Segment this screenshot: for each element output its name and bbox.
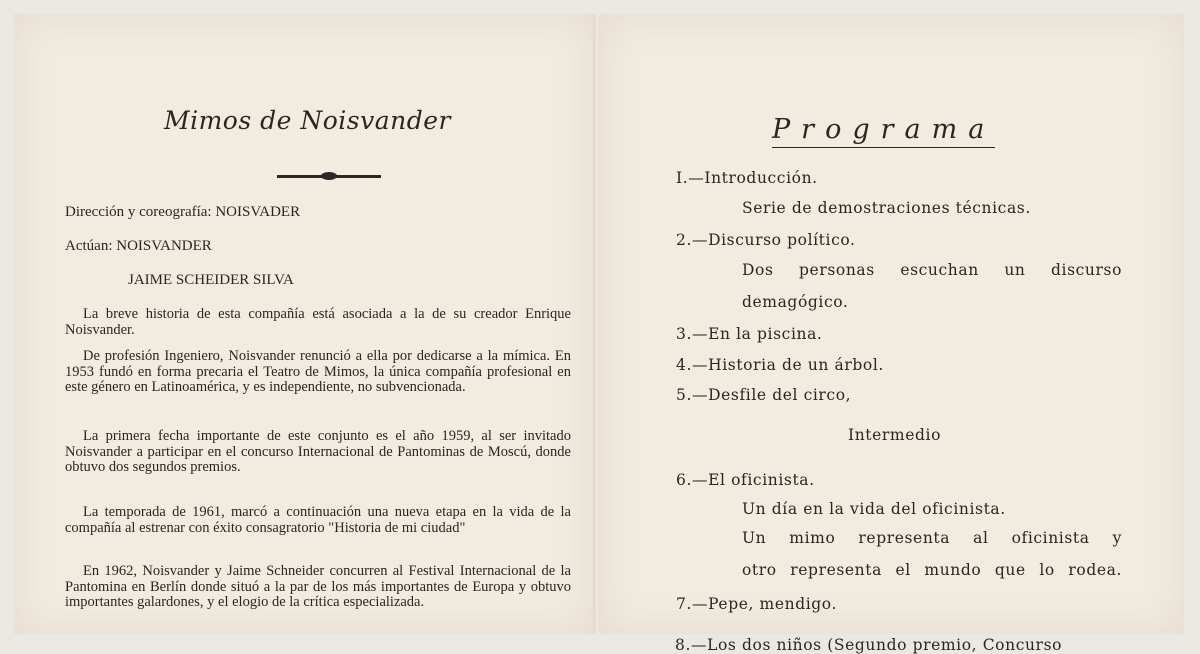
program-item-6-desc-2: Un mimo representa al oficinista y bbox=[742, 529, 1122, 547]
program-item-1: I.—Introducción. bbox=[676, 169, 818, 187]
program-item-5: 5.—Desfile del circo, bbox=[676, 386, 852, 404]
program-item-8-partial bbox=[675, 626, 1135, 654]
program-item-6: 6.—El oficinista. bbox=[676, 471, 815, 489]
program-item-3: 3.—En la piscina. bbox=[676, 325, 823, 343]
history-paragraph-5: En 1962, Noisvander y Jaime Schneider concurren al Festival Internacional de la Pantomina en Berlín donde situó a la par de los más importantes de Europa y obtuvo importantes galardones, y el elogio de la crítica especializada. bbox=[65, 563, 571, 610]
ornament-divider bbox=[277, 175, 381, 178]
direction-line: Dirección y coreografía: NOISVADER bbox=[65, 204, 301, 220]
program-item-1-desc: Serie de demostraciones técnicas. bbox=[742, 199, 1031, 217]
company-title: Mimos de Noisvander bbox=[164, 106, 452, 135]
program-item-2: 2.—Discurso político. bbox=[676, 231, 856, 249]
program-item-6-desc-3: otro representa el mundo que lo rodea. bbox=[742, 561, 1122, 579]
cast-label: Actúan: NOISVANDER bbox=[65, 238, 212, 254]
history-paragraph-4: La temporada de 1961, marcó a continuación una nueva etapa en la vida de la compañía al estrenar con éxito consagratorio "Historia de mi ciudad" bbox=[65, 504, 571, 536]
cast-second: JAIME SCHEIDER SILVA bbox=[128, 272, 294, 288]
history-paragraph-3: La primera fecha importante de este conjunto es el año 1959, al ser invitado Noisvander a participar en el concurso Internacional de Pantominas de Moscú, donde obtuvo dos segundos premios. bbox=[65, 428, 571, 475]
program-title: Programa bbox=[772, 114, 995, 148]
program-item-2-desc-cont: demagógico. bbox=[742, 293, 849, 311]
right-page bbox=[600, 14, 1184, 654]
program-item-8-text: 8.—Los dos niños (Segundo premio, Concurso bbox=[675, 636, 1063, 654]
history-paragraph-1: La breve historia de esta compañía está asociada a la de su creador Enrique Noisvander. bbox=[65, 306, 571, 338]
program-item-2-desc: Dos personas escuchan un discurso bbox=[742, 261, 1122, 279]
program-item-7: 7.—Pepe, mendigo. bbox=[676, 595, 837, 613]
program-item-4: 4.—Historia de un árbol. bbox=[676, 356, 884, 374]
history-paragraph-2: De profesión Ingeniero, Noisvander renunció a ella por dedicarse a la mímica. En 1953 fundó en forma precaria el Teatro de Mimos, la única compañía profesional en este género en Latinoamérica, y es independiente, no subvencionada. bbox=[65, 348, 571, 395]
left-page bbox=[14, 14, 594, 634]
program-item-6-desc: Un día en la vida del oficinista. bbox=[742, 500, 1006, 518]
intermission-label: Intermedio bbox=[848, 426, 941, 444]
